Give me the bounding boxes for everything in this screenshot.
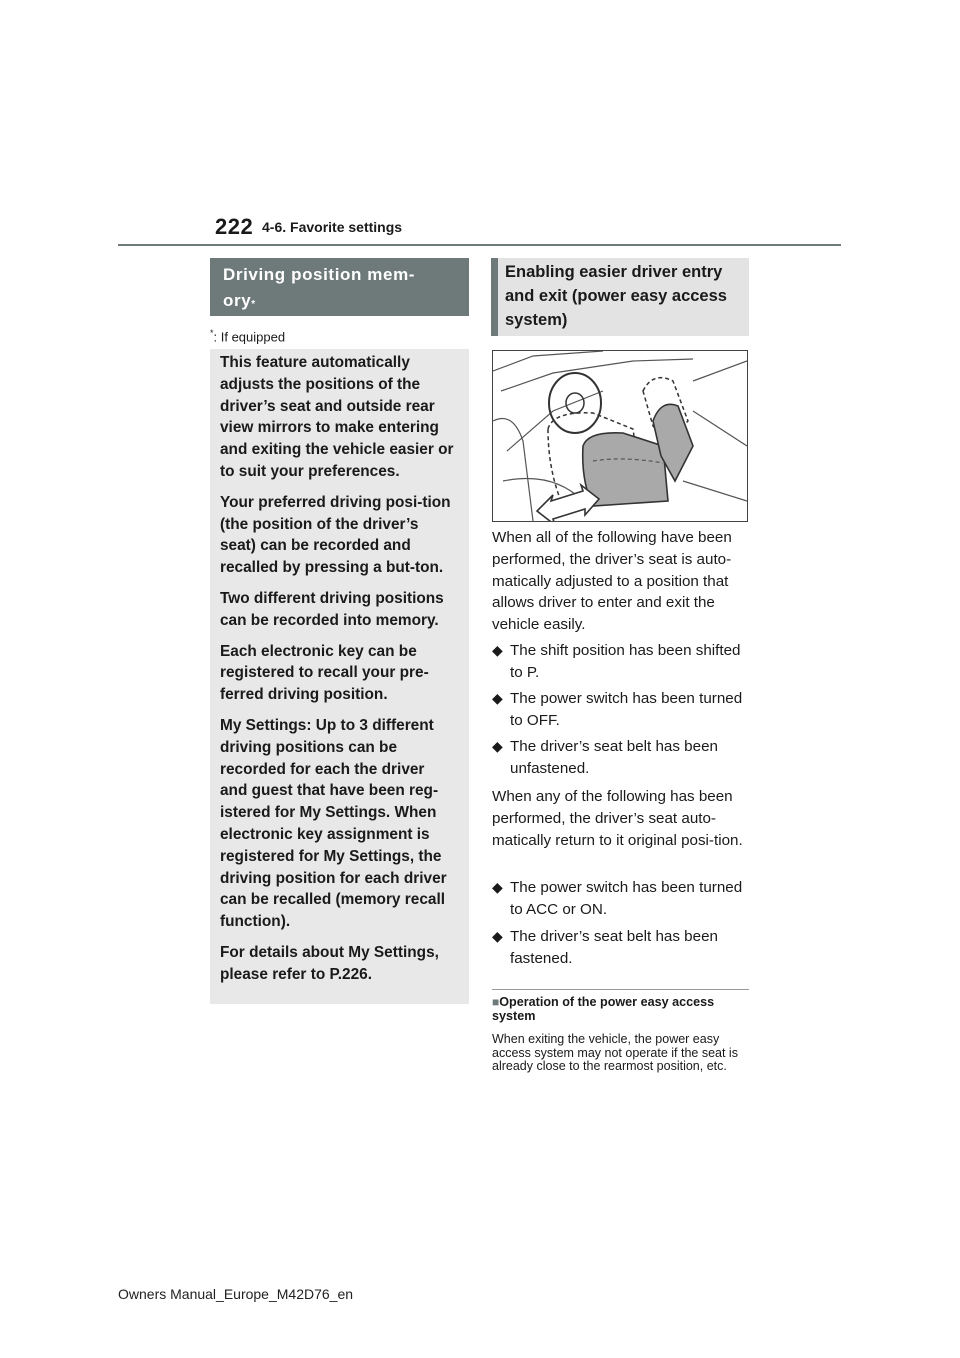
note-text: When exiting the vehicle, the power easy access system may not operate if the seat is already close to the rearmost position, etc. (492, 1032, 738, 1073)
list-item-text: The driver’s seat belt has been fastened. (510, 928, 718, 967)
footnote-text: : If equipped (213, 329, 286, 345)
list-item-text: The power switch has been turned to ACC or ON. (510, 879, 743, 918)
note-divider (492, 989, 749, 990)
note-heading-text: Operation of the power easy access system (492, 995, 715, 1023)
bullet-icon: ◆ (492, 642, 503, 658)
note-heading (492, 995, 748, 1023)
section-header: 4-6. Favorite settings (262, 219, 403, 235)
square-bullet-icon: ■ (492, 995, 500, 1009)
bullet-icon: ◆ (492, 879, 503, 895)
list-item (492, 926, 750, 970)
list-item-text: The driver’s seat belt has been unfastened. (510, 738, 718, 777)
section-title-driving-position-memory (210, 258, 469, 316)
summary-box (210, 349, 469, 1004)
seat-movement-icon (493, 351, 747, 521)
seat-illustration (492, 350, 748, 522)
footnote (210, 328, 285, 344)
summary-paragraph: My Settings: Up to 3 different driving positions can be recorded for each the driver and guest that have been reg-istered for My Settings. When electronic key assignment is registered for My Settings, the driving position for each driver can be recalled (memory recall function). (220, 716, 447, 931)
summary-paragraph: Each electronic key can be registered to recall your pre-ferred driving position. (220, 642, 429, 704)
summary-paragraph: Two different driving positions can be recorded into memory. (220, 589, 444, 629)
section-title-power-easy-access: Enabling easier driver entry and exit (power easy access system) (491, 258, 749, 336)
list-item-text: The shift position has been shifted to P. (510, 642, 741, 681)
bullet-icon: ◆ (492, 738, 503, 754)
footer-document-id: Owners Manual_Europe_M42D76_en (118, 1286, 354, 1302)
body-paragraph-intro-2: When any of the following has been performed, the driver’s seat auto-matically return to it original posi-tion. (492, 788, 743, 849)
header-rule (118, 244, 841, 246)
title-line-1: Driving position mem- (223, 265, 416, 284)
summary-paragraph: This feature automatically adjusts the positions of the driver’s seat and outside rear view mirrors to make entering and exiting the vehicle easier or to suit your preferences. (220, 354, 454, 480)
body-paragraph-intro-1: When all of the following have been performed, the driver’s seat is auto-matically adjusted to a position that allows driver to enter and exit the vehicle easily. (492, 529, 732, 634)
list-item (492, 736, 750, 780)
title-line-2: ory (223, 291, 252, 310)
bullet-icon: ◆ (492, 690, 503, 706)
summary-paragraph: For details about My Settings, please refer to P.226. (220, 943, 439, 983)
list-item (492, 640, 750, 684)
list-item (492, 877, 750, 921)
footnote-mark: * (210, 328, 214, 338)
list-item-text: The power switch has been turned to OFF. (510, 690, 743, 729)
bullet-icon: ◆ (492, 928, 503, 944)
list-item (492, 688, 750, 732)
page-number: 222 (215, 214, 254, 239)
summary-paragraph: Your preferred driving posi-tion (the position of the driver’s seat) can be recorded and recalled by pressing a but-ton. (220, 493, 451, 577)
title-footnote-mark: * (251, 299, 256, 310)
